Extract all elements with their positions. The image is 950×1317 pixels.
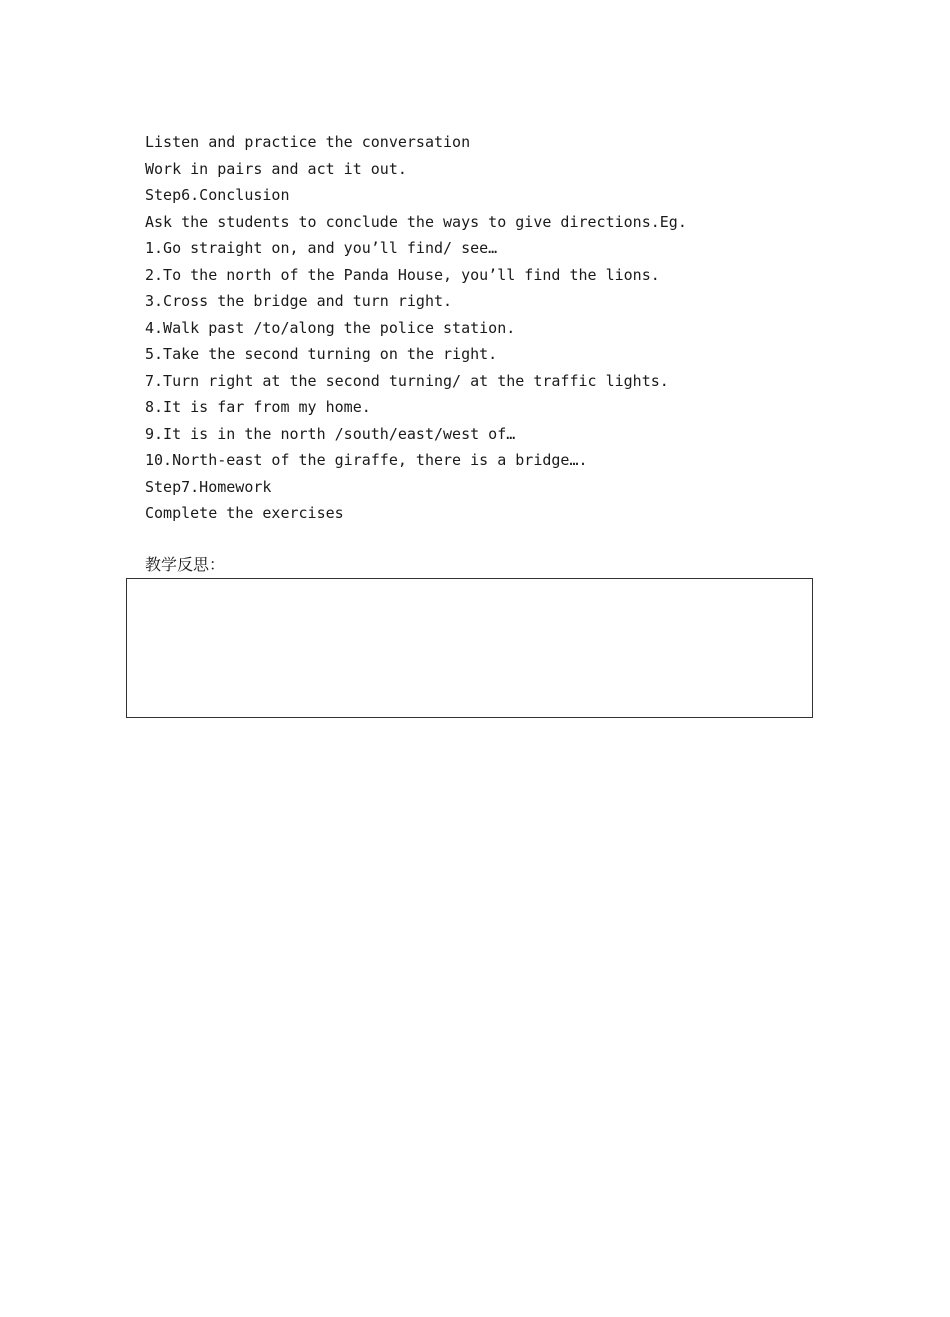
list-item: 1.Go straight on, and you’ll find/ see… (145, 239, 498, 257)
list-item: 9.It is in the north /south/east/west of… (145, 424, 516, 443)
list-item: 10.North-east of the giraffe, there is a bridge…. (145, 451, 588, 469)
text-line: Ask the students to conclude the ways to give directions.Eg. (145, 212, 687, 231)
reflection-label: 教学反思： (145, 555, 226, 574)
text-line: Listen and practice the conversation (145, 133, 471, 151)
text-line: Work in pairs and act it out. (145, 159, 407, 178)
list-item: 5.Take the second turning on the right. (145, 345, 498, 363)
list-item: 4.Walk past /to/along the police station. (145, 318, 516, 337)
step-heading: Step6.Conclusion (145, 186, 290, 204)
list-item: 8.It is far from my home. (145, 398, 371, 416)
list-item: 7.Turn right at the second turning/ at the traffic lights. (145, 371, 669, 390)
step-heading: Step7.Homework (145, 477, 272, 496)
reflection-box (126, 578, 813, 718)
text-line: Complete the exercises (145, 504, 344, 522)
lesson-text (145, 129, 825, 527)
list-item: 2.To the north of the Panda House, you’ll find the lions. (145, 265, 660, 284)
list-item: 3.Cross the bridge and turn right. (145, 292, 453, 310)
